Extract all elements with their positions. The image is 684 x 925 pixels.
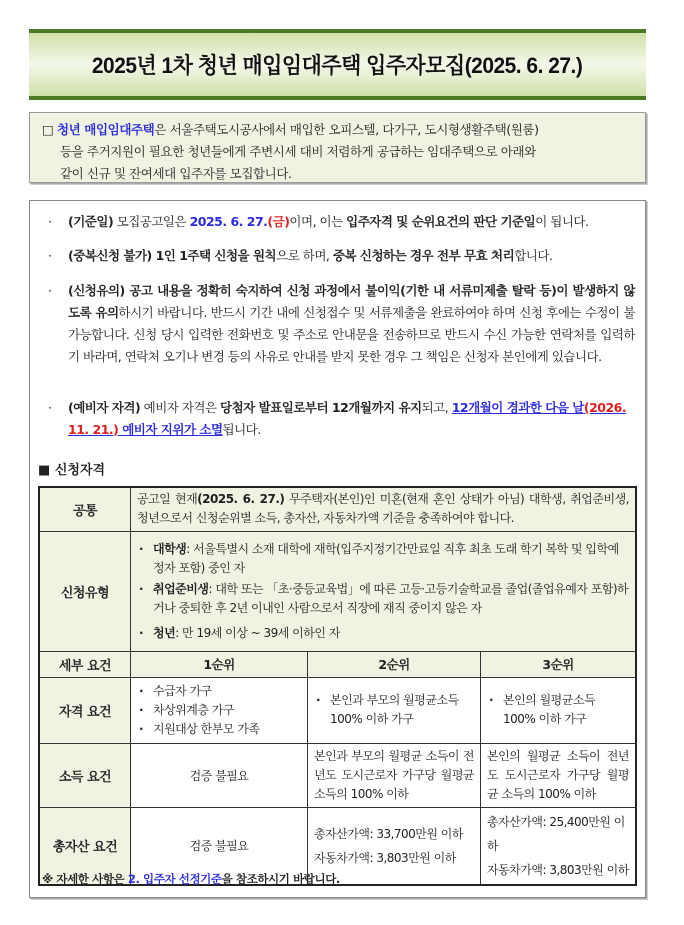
common-date: (2025. 6. 27.) <box>197 492 285 507</box>
list-item: · 본인과 부모의 월평균소득 100% 이하 가구 <box>314 691 474 729</box>
car-value: 자동차가액: 3,803만원 이하 <box>487 862 629 877</box>
intro-line2: 등을 주거지원이 필요한 청년들에게 주변시세 대비 저렴하게 공급하는 임대주택으로 아래와 <box>60 144 536 159</box>
income-rank3: 본인의 월평균 소득이 전년도 도시근로자 가구당 월평균 소득의 100% 이하 <box>481 743 637 807</box>
intro-line1: 은 서울주택도시공사에서 매입한 오피스텔, 다가구, 도시형생활주택(원룸) <box>154 122 539 137</box>
bullet-caution <box>42 280 635 368</box>
qualification-rank3 <box>481 677 637 743</box>
section-title: 신청자격 <box>54 463 106 478</box>
page-title: 2025년 1차 청년 매입임대주택 입주자모집(2025. 6. 27.) <box>92 53 583 78</box>
footnote-reference-link[interactable]: 2. 입주자 선정기준 <box>127 872 222 886</box>
col-rank3: 3순위 <box>481 651 637 677</box>
income-rank2: 본인과 부모의 월평균 소득이 전년도 도시근로자 가구당 월평균 소득의 100% 이하 <box>308 743 481 807</box>
checkbox-glyph: □ <box>42 122 54 137</box>
income-rank1: 검증 불필요 <box>131 743 308 807</box>
base-date-day: (금) <box>267 214 290 229</box>
footnote-text2: 을 참조하시기 바랍니다. <box>221 872 340 886</box>
reserve-text: 예비자 자격은 <box>140 400 221 415</box>
reference-mark-icon: ※ <box>42 872 53 886</box>
type-name: 청년 <box>153 625 176 640</box>
square-marker-icon: ■ <box>38 463 51 478</box>
section-heading <box>38 459 105 478</box>
type-item <box>137 540 629 578</box>
car-value: 자동차가액: 3,803만원 이하 <box>314 850 456 865</box>
row-label-assets: 총자산 요건 <box>39 807 131 885</box>
assets-value: 총자산가액: 33,700만원 이하 <box>314 826 463 841</box>
assets-rank1: 검증 불필요 <box>131 807 308 885</box>
no-duplicate-bold2: 중복 신청하는 경우 전부 무효 처리 <box>332 248 515 263</box>
bullet-dot: · <box>48 283 52 298</box>
col-rank1: 1순위 <box>131 651 308 677</box>
reserve-text2: 되고, <box>421 400 452 415</box>
assets-value: 총자산가액: 25,400만원 이하 <box>487 814 625 853</box>
table-row-common <box>39 487 636 531</box>
caution-bold: (신청유의) 공고 내용을 정확히 숙지하여 신청 과정에서 불이익(기한 내 서류미제출 탈락 등)이 발생하지 않도록 유의 <box>68 283 635 320</box>
base-date-text2: 이며, 이는 <box>289 214 347 229</box>
reserve-label: (예비자 자격) <box>68 400 141 415</box>
row-label-common: 공통 <box>39 487 131 531</box>
table-row-qualification <box>39 677 636 743</box>
bullet-reserve <box>42 397 635 441</box>
row-label-types: 신청유형 <box>39 531 131 651</box>
qualification-rank2 <box>308 677 481 743</box>
type-desc: : 만 19세 이상 ~ 39세 이하인 자 <box>175 625 340 640</box>
footnote <box>42 871 340 887</box>
base-date-text: 모집공고일은 <box>113 214 190 229</box>
bullet-no-duplicate <box>42 245 635 267</box>
table-header-row <box>39 651 636 677</box>
reserve-expiry-1: 12개월이 경과한 다음 날 <box>451 400 584 415</box>
table-row-income <box>39 743 636 807</box>
reserve-expiry-date: (2026. 11. 21.) <box>68 400 627 437</box>
types-list <box>131 531 637 651</box>
no-duplicate-bold1: 1인 1주택 신청을 원칙 <box>151 248 277 263</box>
footnote-text: 자세한 사항은 <box>52 872 128 886</box>
type-desc: : 서울특별시 소재 대학에 재학(입주지정기간만료일 직후 최초 도래 학기 복학 및 입학예정자 포함) 중인 자 <box>153 541 619 575</box>
row-label-qualification: 자격 요건 <box>39 677 131 743</box>
bullet-base-date <box>42 211 635 233</box>
list-item: · 차상위계층 가구 <box>137 701 301 720</box>
no-duplicate-text2: 합니다. <box>514 248 553 263</box>
base-date-text3: 이 됩니다. <box>535 214 589 229</box>
reserve-expiry-2: 예비자 지위가 소멸 <box>118 422 223 437</box>
no-duplicate-text: 으로 하며, <box>276 248 333 263</box>
caution-text: 하시기 바랍니다. 반드시 기간 내에 신청접수 및 서류제출을 완료하여야 하며 신청 후에는 수정이 불가능합니다. 신청 당시 입력한 전화번호 및 주소로 안내문을 전송하므로 반드시 수신 가능한 연락처를 입력하기 바라며, 연락처 오기나 변경 등의 사유로 안내를 받지 못한 경우 그 책임은 신청자 본인에게 있습니다. <box>68 305 635 364</box>
title-banner <box>29 29 646 100</box>
row-label-income: 소득 요건 <box>39 743 131 807</box>
type-item <box>137 580 629 618</box>
list-item: · 수급자 가구 <box>137 682 301 701</box>
type-name: 대학생 <box>153 541 187 556</box>
intro-box <box>29 112 646 183</box>
reserve-bold: 당첨자 발표일로부터 12개월까지 유지 <box>220 400 422 415</box>
intro-highlight: 청년 매입임대주택 <box>57 122 155 137</box>
intro-line3: 같이 신규 및 잔여세대 입주자를 모집합니다. <box>60 166 292 181</box>
type-desc: : 대학 또는 「초·중등교육법」에 따른 고등·고등기술학교를 졸업(졸업유예자 포함)하거나 중퇴한 후 2년 이내인 사람으로서 직장에 재직 중이지 않은 자 <box>153 581 629 615</box>
col-rank2: 2순위 <box>308 651 481 677</box>
type-name: 취업준비생 <box>153 581 209 596</box>
bullet-dot: · <box>48 400 52 415</box>
bullet-dot: · <box>48 214 52 229</box>
base-date-label: (기준일) <box>68 214 114 229</box>
bullet-dot: · <box>48 248 52 263</box>
main-content-box <box>29 200 646 898</box>
eligibility-table <box>38 486 637 886</box>
base-date-value: 2025. 6. 27. <box>189 214 268 229</box>
reserve-text3: 됩니다. <box>222 422 261 437</box>
no-duplicate-label: (중복신청 불가) <box>68 248 152 263</box>
assets-rank3 <box>481 807 637 885</box>
table-row-types <box>39 531 636 651</box>
detail-header-label: 세부 요건 <box>39 651 131 677</box>
common-text2: 무주택자(본인)인 미혼(현재 혼인 상태가 아님) 대학생, 취업준비생, 청년으로서 신청순위별 소득, 총자산, 자동차가액 기준을 충족하여야 합니다. <box>137 492 629 526</box>
common-desc <box>131 487 637 531</box>
base-date-bold: 입주자격 및 순위요건의 판단 기준일 <box>346 214 536 229</box>
list-item: · 본인의 월평균소득 100% 이하 가구 <box>487 691 629 729</box>
qualification-rank1 <box>131 677 308 743</box>
common-text1: 공고일 현재 <box>137 492 198 507</box>
list-item: · 지원대상 한부모 가족 <box>137 720 301 739</box>
type-item <box>137 624 629 643</box>
